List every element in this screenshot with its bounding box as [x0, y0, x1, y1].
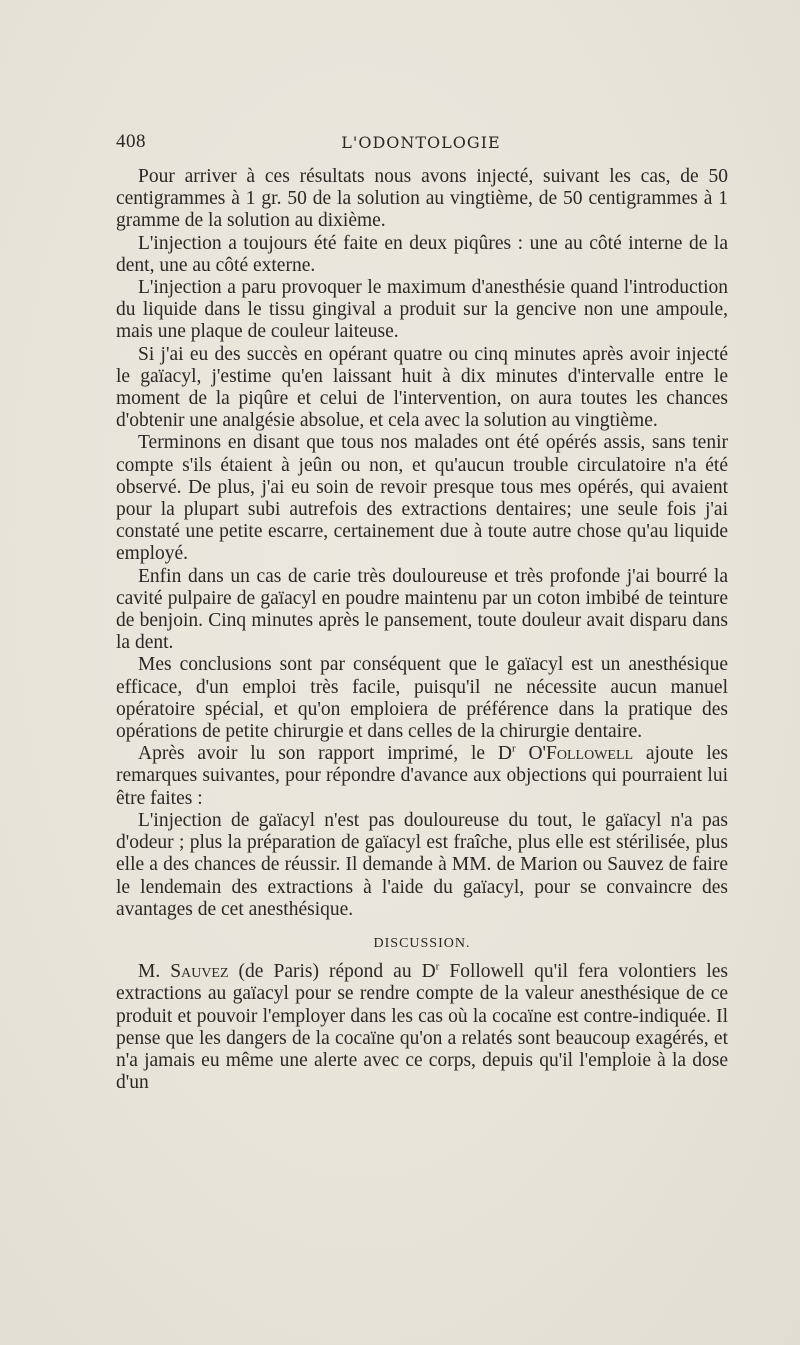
rapport-before: Après avoir lu son rapport imprimé, le D: [138, 743, 512, 765]
discussion-text-1: (de Paris) répond au D: [228, 961, 436, 983]
running-header: [116, 131, 726, 155]
paragraph-caries-case: Enfin dans un cas de carie très douloureuse et très profonde j'ai bourré la cavité pulpaire de gaïacyl en poudre maintenu par un coton imbibé de teinture de benjoin. Cinq minutes après le pansement, toute douleur avait disparu dans la dent.: [116, 565, 728, 654]
discussion-speaker: Sauvez: [170, 961, 229, 983]
paragraph-discussion: [116, 961, 728, 1094]
paragraph-rapport: [116, 743, 728, 810]
paragraph-anesthesia-maximum: L'injection a paru provoquer le maximum d'anesthésie quand l'introduction du liquide dans le tissu gingival a produit sur la gencive non une ampoule, mais une plaque de couleur laiteuse.: [116, 277, 728, 343]
author-name: O'Followell: [528, 743, 634, 765]
discussion-text-2: Followell qu'il fera volontiers les extractions au gaïacyl pour se rendre compte de la valeur anesthésique de ce produit et pouvoir l'employer dans les cas où la cocaïne est contre-indiquée. Il pense que les dangers de la cocaïne qu'on a relatés sont beaucoup exagérés, et n'a jamais eu même une alerte avec ce corps, depuis qu'il l'emploie à la dose d'un: [116, 961, 729, 1094]
paragraph-conclusions: Mes conclusions sont par conséquent que le gaïacyl est un anesthésique efficace, d'un emploi très facile, puisqu'il ne nécessite aucun manuel opératoire spécial, et qu'on emploiera de préférence dans la pratique des opérations de petite chirurgie et dans celles de la chirurgie dentaire.: [116, 654, 728, 743]
running-title: L'ODONTOLOGIE: [341, 133, 501, 152]
discussion-heading: DISCUSSION.: [373, 935, 471, 951]
body-text: [116, 166, 728, 1094]
paragraph-injection-sites: L'injection a toujours été faite en deux piqûres : une au côté interne de la dent, une au côté externe.: [116, 232, 728, 276]
page-number: 408: [116, 131, 146, 152]
rapport-sup: r: [511, 742, 516, 755]
paragraph-timing: Si j'ai eu des succès en opérant quatre ou cinq minutes après avoir injecté le gaïacyl, j'estime qu'en laissant huit à dix minutes d'intervalle entre le moment de la piqûre et celui de l'intervention, on aura toutes les chances d'obtenir une analgésie absolue, et cela avec la solution au vingtième.: [116, 343, 728, 432]
paragraph-patients: Terminons en disant que tous nos malades ont été opérés assis, sans tenir compte s'ils étaient à jeûn ou non, et qu'aucun trouble circulatoire n'a été observé. De plus, j'ai eu soin de revoir presque tous mes opérés, qui avaient pour la plupart subi autrefois des extractions dentaires; une seule fois j'ai constaté une petite escarre, certainement due à toute autre chose qu'au liquide employé.: [116, 432, 728, 565]
paragraph-remarks: L'injection de gaïacyl n'est pas douloureuse du tout, le gaïacyl n'a pas d'odeur ; plus la préparation de gaïacyl est fraîche, plus elle est stérilisée, plus elle a des chances de réussir. Il demande à MM. de Marion ou Sauvez de faire le lendemain des extractions à l'aide du gaïacyl, pour se convaincre des avantages de cet anesthésique.: [116, 809, 728, 920]
rapport-after: ajoute les remarques suivantes, pour répondre d'avance aux objections qui pourraient lui être faites :: [116, 743, 728, 809]
paragraph-results: Pour arriver à ces résultats nous avons injecté, suivant les cas, de 50 centigrammes à 1 gr. 50 de la solution au vingtième, de 50 centigrammes à 1 gramme de la solution au dixième.: [116, 166, 728, 232]
discussion-prefix: M.: [138, 961, 171, 983]
discussion-sup: r: [435, 960, 440, 973]
